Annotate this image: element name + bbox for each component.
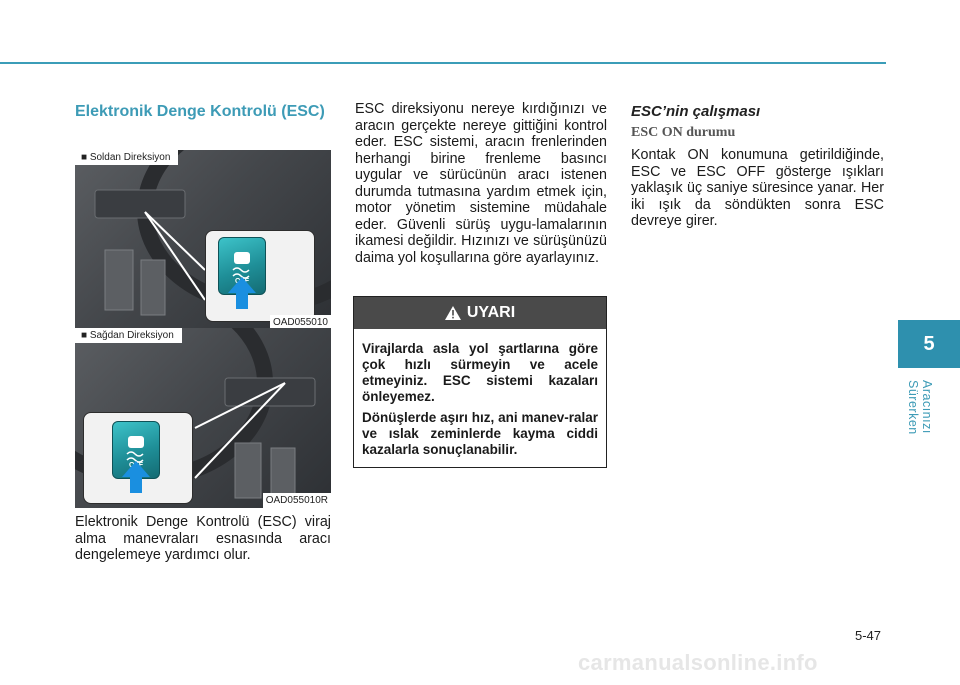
figure-right-hand-drive (75, 328, 331, 508)
esc-intro-paragraph: Elektronik Denge Kontrolü (ESC) viraj alma manevraları esnasında aracı dengelemeye yardımcı olur. (75, 514, 331, 563)
warning-text-2: Dönüşlerde aşırı hız, ani manev-ralar ve ıslak zeminlerde kayma ciddi kazalarla sonuçlanabilir. (362, 410, 598, 457)
esc-on-subtitle: ESC ON durumu (631, 125, 736, 140)
warning-title: UYARI (466, 304, 516, 321)
figure-tag: ■ Sağdan Direksiyon (75, 328, 182, 343)
chapter-label: Aracınızı Sürerken (906, 380, 934, 435)
figure-left-hand-drive (75, 150, 331, 330)
warning-text-1: Virajlarda asla yol şartlarına göre çok hızlı sürmeyin ve acele etmeyiniz. ESC sistemi kazaları önleyemez. (362, 341, 598, 404)
header-rule (0, 62, 886, 64)
chapter-number: 5 (923, 332, 935, 355)
arrow-stem (236, 293, 248, 309)
arrow-up-icon (122, 461, 150, 477)
warning-box (353, 296, 607, 468)
page-number: 5-47 (855, 628, 882, 643)
figure-code: OAD055010R (263, 493, 331, 508)
car-skid-icon (113, 426, 159, 466)
warning-triangle-icon (445, 306, 461, 320)
button-callout (205, 230, 315, 322)
esc-description-paragraph: ESC direksiyonu nereye kırdığınızı ve aracın gerçekte nereye gittiğini kontrol eder. ESC sistemi, aracın frenlerinden herhangi birine frenleme basıncı uygular ve sürücünün aracı istenen durumda tutmasına yardım etmek için, motor yönetim sistemine müdahale eder. Güvenli sürüş uygu-lamalarının ikamesi değildir. Hızınızı ve sürüşünüzü daima yol koşullarına göre ayarlayınız. (355, 101, 607, 266)
arrow-stem (130, 477, 142, 493)
esc-on-paragraph: Kontak ON konumuna getirildiğinde, ESC ve ESC OFF gösterge ışıkları yaklaşık üç saniye süresince yanar. Her iki ışık da söndükten sonra ESC devreye girer. (631, 147, 884, 229)
figure-tag: ■ Soldan Direksiyon (75, 150, 178, 165)
arrow-up-icon (228, 277, 256, 293)
warning-header (354, 297, 606, 329)
chapter-tab[interactable] (898, 320, 960, 368)
off-label: OFF (235, 278, 249, 285)
off-label: OFF (129, 462, 143, 469)
button-callout (83, 412, 193, 504)
section-title: Elektronik Denge Kontrolü (ESC) (75, 103, 325, 120)
esc-operation-title: ESC’nin çalışması (631, 103, 761, 120)
watermark: carmanualsonline.info (578, 650, 818, 675)
figure-code: OAD055010 (270, 315, 331, 330)
car-skid-icon (219, 242, 265, 282)
warning-body (354, 329, 606, 458)
